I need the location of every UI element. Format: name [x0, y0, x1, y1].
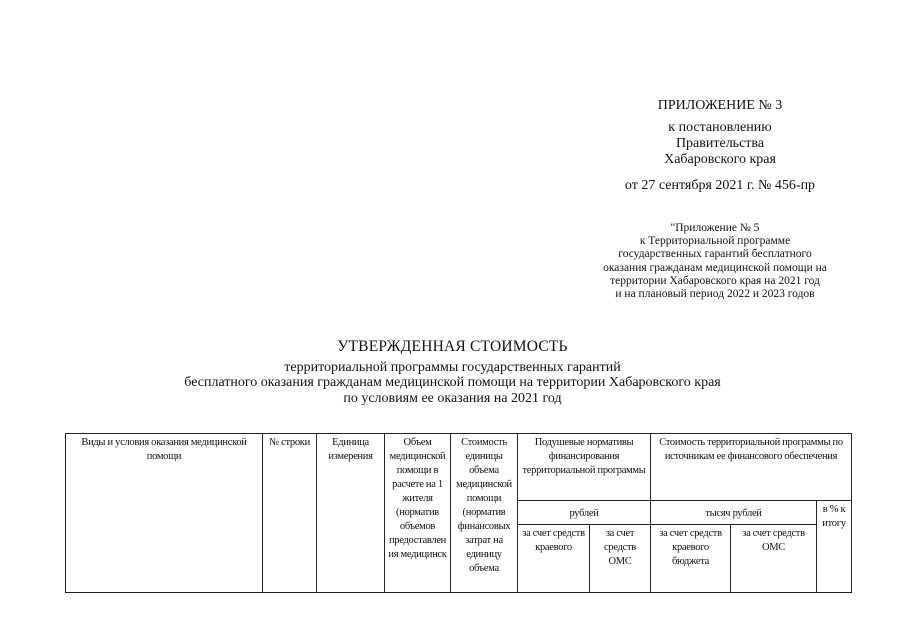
- header-rubles: рублей: [518, 501, 651, 525]
- header-thousand-rubles: тысяч рублей: [651, 501, 817, 525]
- appendix-date: от 27 сентября 2021 г. № 456-пр: [624, 178, 816, 194]
- reference-block: [580, 222, 850, 301]
- header-volume-text: Объем медицинской помощи в расчете на 1 жителя (норматив объемов предоставления медицинск: [388, 437, 447, 560]
- header-oms-funds-2: за счет средств ОМС: [731, 525, 817, 593]
- reference-line-1: "Приложение № 5: [670, 222, 760, 234]
- header-percent-text: в % к итогу: [822, 504, 846, 529]
- header-types-of-care: Виды и условия оказания медицинской помощи: [66, 434, 263, 593]
- header-regional-funds-text: за счет средств краевого: [522, 528, 585, 553]
- header-program-cost: Стоимость территориальной программы по источникам ее финансового обеспечения: [651, 434, 852, 501]
- appendix-line-2: Правительства: [675, 136, 765, 152]
- appendix-title: ПРИЛОЖЕНИЕ № 3: [657, 98, 783, 113]
- appendix-block: [590, 98, 850, 194]
- reference-line-6: и на плановый период 2022 и 2023 годов: [615, 288, 815, 301]
- header-unit-cost-text: Стоимость единицы объема медицинской помощи (норматив финансовых затрат на единицу объема: [456, 437, 512, 574]
- reference-line-3: государственных гарантий бесплатного: [618, 248, 812, 261]
- reference-line-5: территории Хабаровского края на 2021 год: [610, 274, 820, 287]
- header-regional-funds: [518, 525, 590, 593]
- reference-line-4: оказания гражданам медицинской помощи на: [603, 261, 827, 274]
- heading-subtitle-line-2: бесплатного оказания гражданам медицинской помощи на территории Хабаровского края: [184, 375, 721, 391]
- heading-subtitle: [0, 360, 905, 406]
- heading-subtitle-line-3: по условиям ее оказания на 2021 год: [343, 390, 562, 406]
- appendix-line-1: к постановлению: [668, 120, 772, 136]
- reference-line-2: к Территориальной программе: [639, 235, 791, 248]
- header-unit: Единица измерения: [317, 434, 385, 593]
- header-regional-budget: за счет средств краевого бюджета: [651, 525, 731, 593]
- header-volume: [385, 434, 451, 593]
- header-per-capita: Подушевые нормативы финансирования территориальной программы: [518, 434, 651, 501]
- header-row-number: № строки: [263, 434, 317, 593]
- document-heading: [0, 338, 905, 406]
- heading-subtitle-line-1: территориальной программы государственных гарантий: [284, 359, 621, 375]
- heading-title: УТВЕРЖДЕННАЯ СТОИМОСТЬ: [337, 338, 568, 355]
- header-percent: [817, 501, 852, 593]
- header-oms-funds: за счет средств ОМС: [590, 525, 651, 593]
- cost-table: [65, 433, 852, 593]
- header-unit-cost: [451, 434, 518, 593]
- appendix-line-3: Хабаровского края: [664, 152, 776, 168]
